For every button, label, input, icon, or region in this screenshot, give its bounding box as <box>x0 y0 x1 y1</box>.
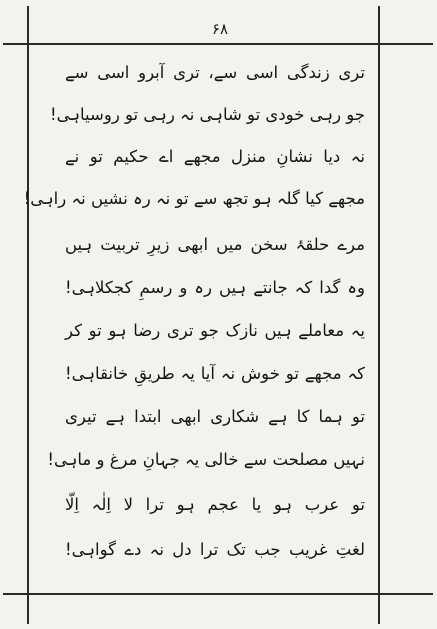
verse-line-1: تری زندگی اسی سے، تری آبرو اسی سے <box>65 63 365 82</box>
verse-line-7: یہ معاملے ہیں نازک جو تری رضا ہو تو کر <box>65 321 365 340</box>
verse-line-12: لغتِ غریب جب تک ترا دل نہ دے گواہی! <box>65 540 365 559</box>
verse-line-3: نہ دیا نشانِ منزل مجھے اے حکیم تو نے <box>65 147 365 166</box>
verse-line-9: تو ہما کا ہے شکاری ابھی ابتدا ہے تیری <box>65 407 365 426</box>
verse-line-11: تو عرب ہو یا عجم ہو ترا لا اِلٰہ اِلّا <box>65 495 365 514</box>
verse-line-5: مرے حلقۂ سخن میں ابھی زیرِ تربیت ہیں <box>65 235 365 254</box>
verse-line-8: کہ مجھے تو خوش نہ آیا یہ طریقِ خانقاہی! <box>65 364 365 383</box>
verse-line-4: مجھے کیا گلہ ہو تجھ سے تو نہ رہ نشیں نہ راہی! <box>23 189 365 208</box>
verse-line-2: جو رہی خودی تو شاہی نہ رہی تو روسیاہی! <box>49 105 365 124</box>
bottom-margin-rule <box>3 593 433 595</box>
page-number: ۶۸ <box>211 20 229 38</box>
verse-line-10: نہیں مصلحت سے خالی یہ جہانِ مرغ و ماہی! <box>47 450 365 469</box>
right-margin-rule <box>378 6 380 624</box>
top-margin-rule <box>3 43 433 45</box>
left-margin-rule <box>27 6 29 624</box>
verse-line-6: وہ گدا کہ جانتے ہیں رہ و رسمِ کجکلاہی! <box>65 278 365 297</box>
